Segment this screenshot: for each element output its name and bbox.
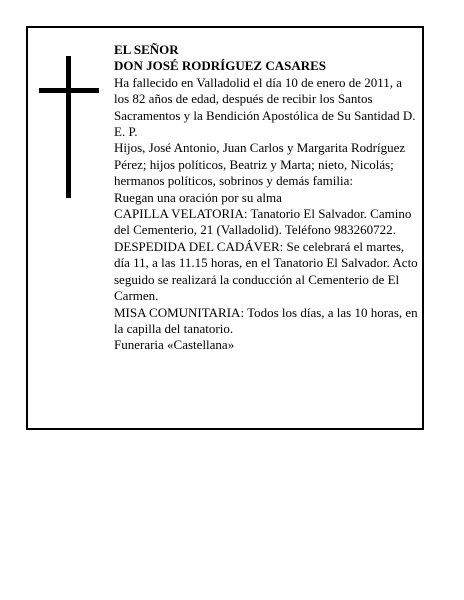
cross-icon (39, 56, 99, 198)
obituary-notice (26, 26, 424, 430)
obituary-text (114, 42, 420, 354)
funeral-home: Funeraria «Castellana» (114, 337, 235, 353)
deceased-title: EL SEÑOR (114, 42, 179, 57)
death-announcement: Ha fallecido en Valladolid el día 10 de enero de 2011, a los 82 años de edad, después de recibir los Santos Sacramentos y la Bendición Apostólica de Su Santidad D. E. P. (114, 74, 416, 140)
wake-chapel-info: CAPILLA VELATORIA: Tanatorio El Salvador. Camino del Cementerio, 21 (Valladolid). Teléfono 983260722. (114, 206, 412, 238)
community-mass-info: MISA COMUNITARIA: Todos los días, a las 10 horas, en la capilla del tanatorio. (114, 304, 418, 336)
family-list: Hijos, José Antonio, Juan Carlos y Margarita Rodríguez Pérez; hijos políticos, Beatriz y Marta; nieto, Nicolás; hermanos políticos, sobrinos y demás familia: (114, 140, 406, 189)
prayer-request: Ruegan una oración por su alma (114, 189, 282, 205)
cross-vertical-bar (66, 56, 71, 198)
deceased-name: DON JOSÉ RODRÍGUEZ CASARES (114, 58, 327, 74)
cross-horizontal-bar (39, 88, 99, 93)
farewell-info: DESPEDIDA DEL CADÁVER: Se celebrará el martes, día 11, a las 11.15 horas, en el Tanatorio El Salvador. Acto seguido se realizará la conducción al Cementerio de El Carmen. (114, 238, 418, 304)
